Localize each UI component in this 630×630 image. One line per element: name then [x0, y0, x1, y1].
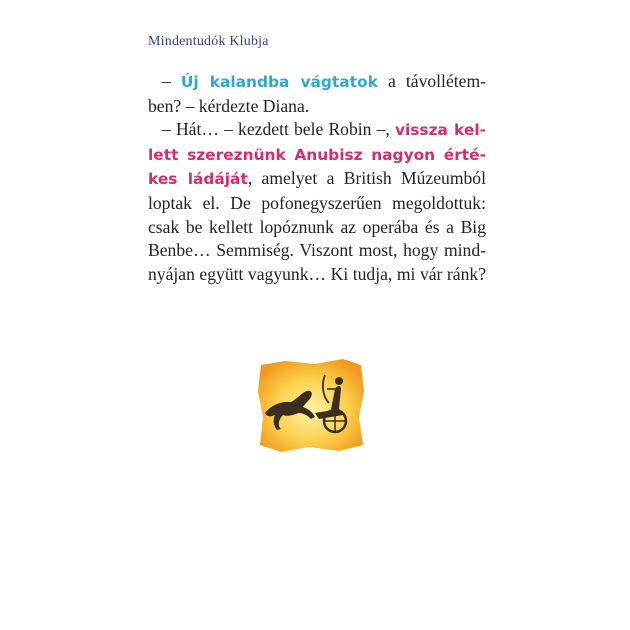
text-line-2: ben? – kérdezte Diana.: [148, 95, 310, 116]
highlight-phrase: lett szereznünk Anubisz nagyon érté-: [148, 145, 486, 164]
text-line-4: [148, 143, 486, 168]
series-title: Mindentudók Klubja: [148, 34, 269, 49]
chariot-archer-icon: [255, 355, 367, 455]
text-line-6: loptak el. De pofonegyszerűen megoldottuk:: [148, 192, 486, 213]
story-text: [148, 70, 486, 286]
highlight-phrase: Új kalandba vágtatok: [180, 73, 378, 91]
text-line-5: kes ládáját, amelyet a British Múzeumból: [148, 168, 486, 189]
text-line-3: – Hát… – kezdett bele Robin –, vissza kel-: [162, 119, 486, 140]
text-line-1: – Új kalandba vágtatok a távollétem-: [162, 71, 486, 91]
text-line-9: nyájan együtt vagyunk… Ki tudja, mi vár ránk?: [148, 263, 486, 284]
highlight-phrase: vissza kel-: [394, 121, 486, 140]
text-line-8: Benbe… Semmiség. Viszont most, hogy mind-: [148, 240, 486, 261]
highlight-phrase: kes ládáját: [148, 170, 248, 189]
text-line-7: csak be kellett lopóznunk az operába és a Big: [148, 216, 486, 237]
